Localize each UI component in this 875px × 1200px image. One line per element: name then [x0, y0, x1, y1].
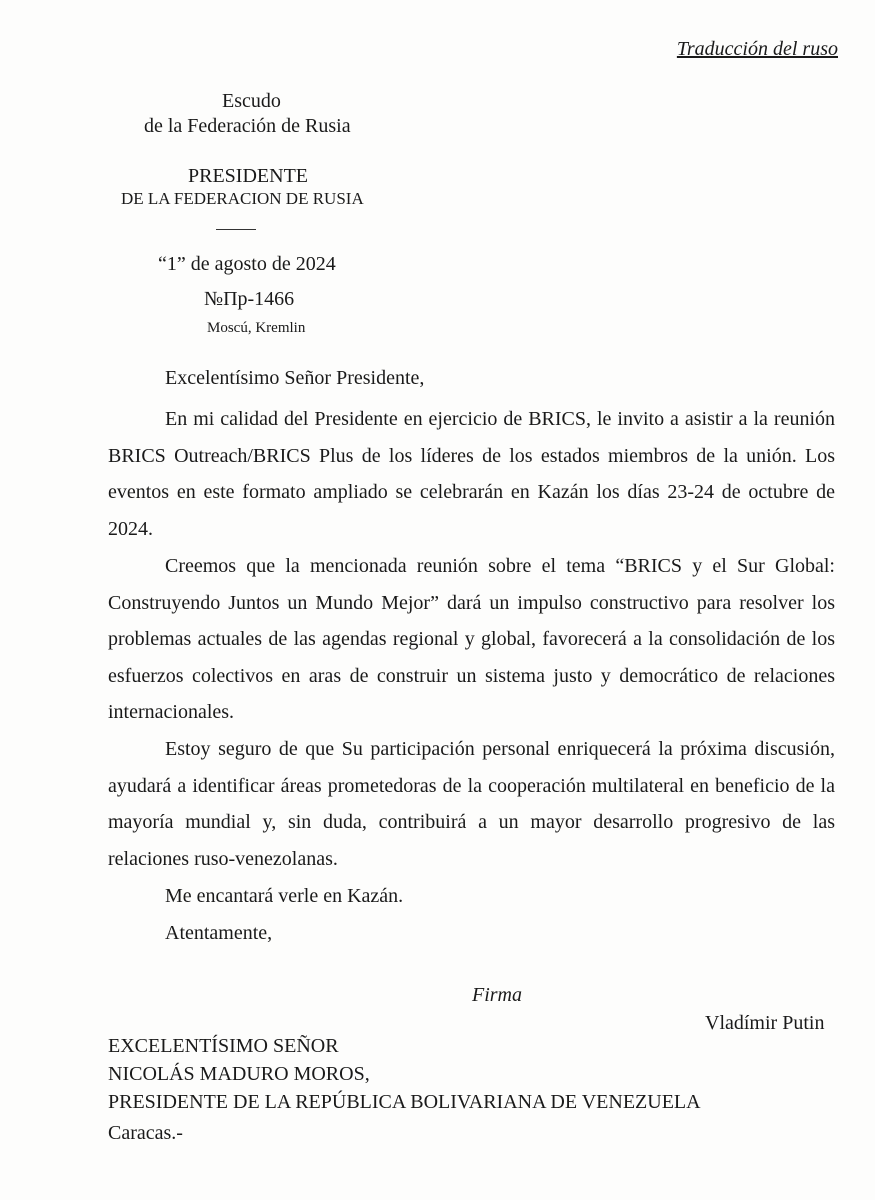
translation-note: Traducción del ruso [676, 38, 838, 60]
closing-line: Me encantará verle en Kazán. [165, 885, 404, 907]
addressee-city: Caracas.- [108, 1122, 183, 1144]
addressee-block [108, 1032, 701, 1116]
paragraph-text: Creemos que la mencionada reunión sobre el tema “BRICS y el Sur Global: Construyendo Juntos un Mundo Mejor” dará un impulso constructivo para resolver los problemas actuales de las agendas regional y global, favorecerá a la consolidación de los esfuerzos colectivos en aras de construir un sistema justo y democrático de relaciones internacionales. [108, 555, 835, 723]
letter-date: “1” de agosto de 2024 [158, 253, 336, 275]
paragraph-text: Estoy seguro de que Su participación personal enriquecerá la próxima discusión, ayudará a identificar áreas prometedoras de la cooperación multilateral en beneficio de la mayoría mundial y, sin duda, contribuirá a un mayor desarrollo progresivo de las relaciones ruso-venezolanas. [108, 738, 835, 870]
body-paragraph-3 [108, 731, 835, 877]
header-divider [216, 229, 256, 230]
salutation: Excelentísimo Señor Presidente, [165, 367, 425, 389]
signature-label: Firma [472, 984, 522, 1006]
body-paragraph-2 [108, 548, 835, 731]
letter-place: Moscú, Kremlin [207, 320, 306, 336]
signer-name: Vladímir Putin [705, 1012, 825, 1034]
letter-number: №Пр-1466 [204, 288, 295, 310]
paragraph-text: En mi calidad del Presidente en ejercicio de BRICS, le invito a asistir a la reunión BRICS Outreach/BRICS Plus de los líderes de los estados miembros de la unión. Los eventos en este formato ampliado se celebrarán en Kazán los días 23-24 de octubre de 2024. [108, 408, 835, 540]
addressee-honorific: EXCELENTÍSIMO SEÑOR [108, 1035, 339, 1057]
addressee-name: NICOLÁS MADURO MOROS, [108, 1063, 370, 1085]
emblem-country: de la Federación de Rusia [144, 115, 351, 137]
closing-regards: Atentamente, [165, 922, 273, 944]
emblem-label: Escudo [222, 90, 281, 112]
body-paragraph-1 [108, 401, 835, 547]
addressee-title: PRESIDENTE DE LA REPÚBLICA BOLIVARIANA DE VENEZUELA [108, 1091, 701, 1113]
sender-title: PRESIDENTE [188, 165, 308, 187]
sender-country: DE LA FEDERACION DE RUSIA [121, 189, 364, 208]
